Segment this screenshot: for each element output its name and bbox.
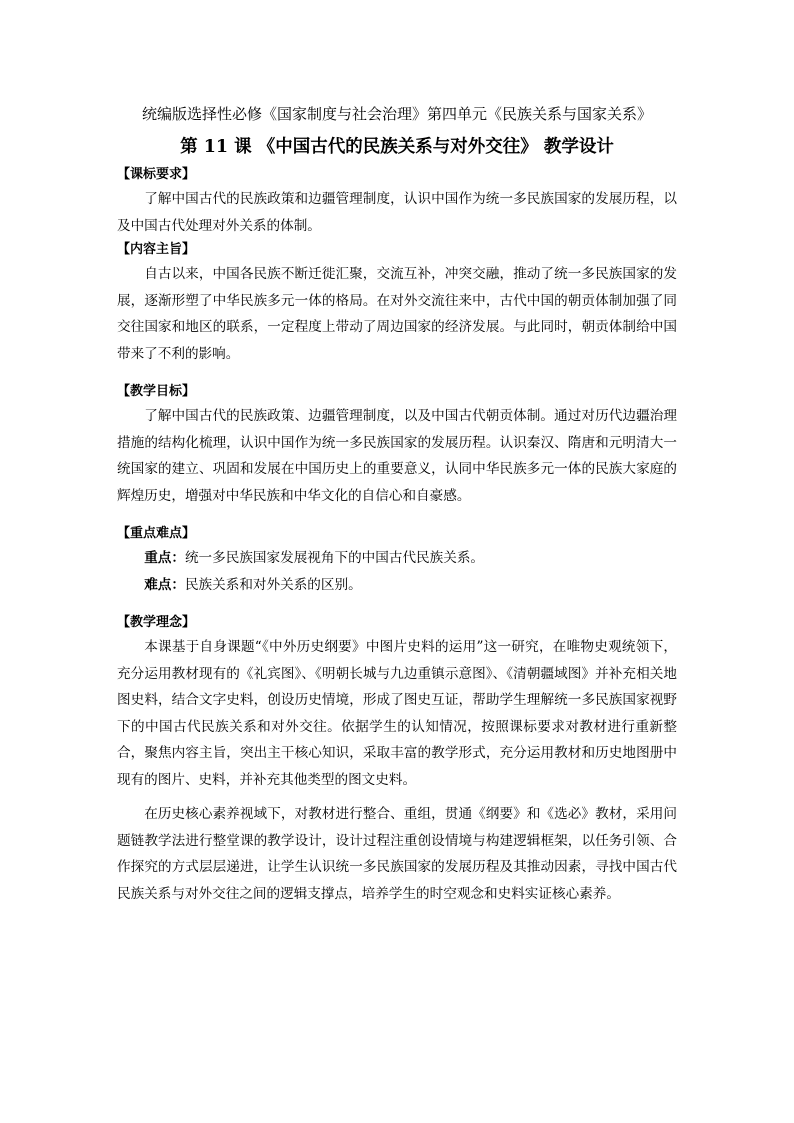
difficult-point-line — [117, 572, 677, 599]
section-heading-standards: 【课标要求】 — [117, 167, 196, 182]
key-point-line — [117, 545, 677, 572]
document-page — [117, 100, 677, 907]
key-point-text: 统一多民族国家发展视角下的中国古代民族关系。 — [184, 550, 485, 566]
key-point-label: 重点： — [144, 550, 185, 566]
document-title: 第 11 课 《中国古代的民族关系与对外交往》 教学设计 — [180, 137, 614, 157]
difficult-point-text: 民族关系和对外关系的区别。 — [184, 576, 362, 593]
standards-paragraph: 了解中国古代的民族政策和边疆管理制度，认识中国作为统一多民族国家的发展历程，以及中国古代处理对外关系的体制。 — [117, 191, 677, 234]
difficult-point-label: 难点： — [144, 576, 185, 593]
content-paragraph: 自古以来，中国各民族不断迁徙汇聚，交流互补，冲突交融，推动了统一多民族国家的发展，逐渐形塑了中华民族多元一体的格局。在对外交流往来中，古代中国的朝贡体制加强了同交往国家和地区的联系，一定程度上带动了周边国家的经济发展。与此同时，朝贡体制给中国带来了不利的影响。 — [117, 266, 677, 362]
objectives-paragraph: 了解中国古代的民族政策、边疆管理制度，以及中国古代朝贡体制。通过对历代边疆治理措施的结构化梳理，认识中国作为统一多民族国家的发展历程。认识秦汉、隋唐和元明清大一统国家的建立、巩固和发展在中国历史上的重要意义，认同中华民族多元一体的民族大家庭的辉煌历史，增强对中华民族和中华文化的自信心和自豪感。 — [117, 408, 677, 504]
section-heading-philosophy: 【教学理念】 — [117, 615, 196, 630]
philosophy-paragraph-1: 本课基于自身课题“《中外历史纲要》中图片史料的运用”这一研究，在唯物史观统领下，充分运用教材现有的《礼宾图》、《明朝长城与九边重镇示意图》、《清朝疆域图》并补充相关地图史料，结合文字史料，创设历史情境，形成了图史互证，帮助学生理解统一多民族国家视野下的中国古代民族关系和对外交往。依据学生的认知情况，按照课标要求对教材进行重新整合，聚焦内容主旨，突出主干核心知识，采取丰富的教学形式，充分运用教材和历史地图册中现有的图片、史料，并补充其他类型的图文史料。 — [117, 639, 677, 788]
section-heading-keypoints: 【重点难点】 — [117, 526, 196, 541]
document-subtitle: 统编版选择性必修《国家制度与社会治理》第四单元《民族关系与国家关系》 — [141, 105, 652, 123]
section-heading-objectives: 【教学目标】 — [117, 384, 196, 399]
philosophy-paragraph-2: 在历史核心素养视域下，对教材进行整合、重组，贯通《纲要》和《选必》教材，采用问题链教学法进行整堂课的教学设计，设计过程注重创设情境与构建逻辑框架，以任务引领、合作探究的方式层层递进，让学生认识统一多民族国家的发展历程及其推动因素，寻找中国古代民族关系与对外交往之间的逻辑支撑点，培养学生的时空观念和史料实证核心素养。 — [117, 806, 677, 902]
section-heading-content: 【内容主旨】 — [117, 242, 196, 257]
